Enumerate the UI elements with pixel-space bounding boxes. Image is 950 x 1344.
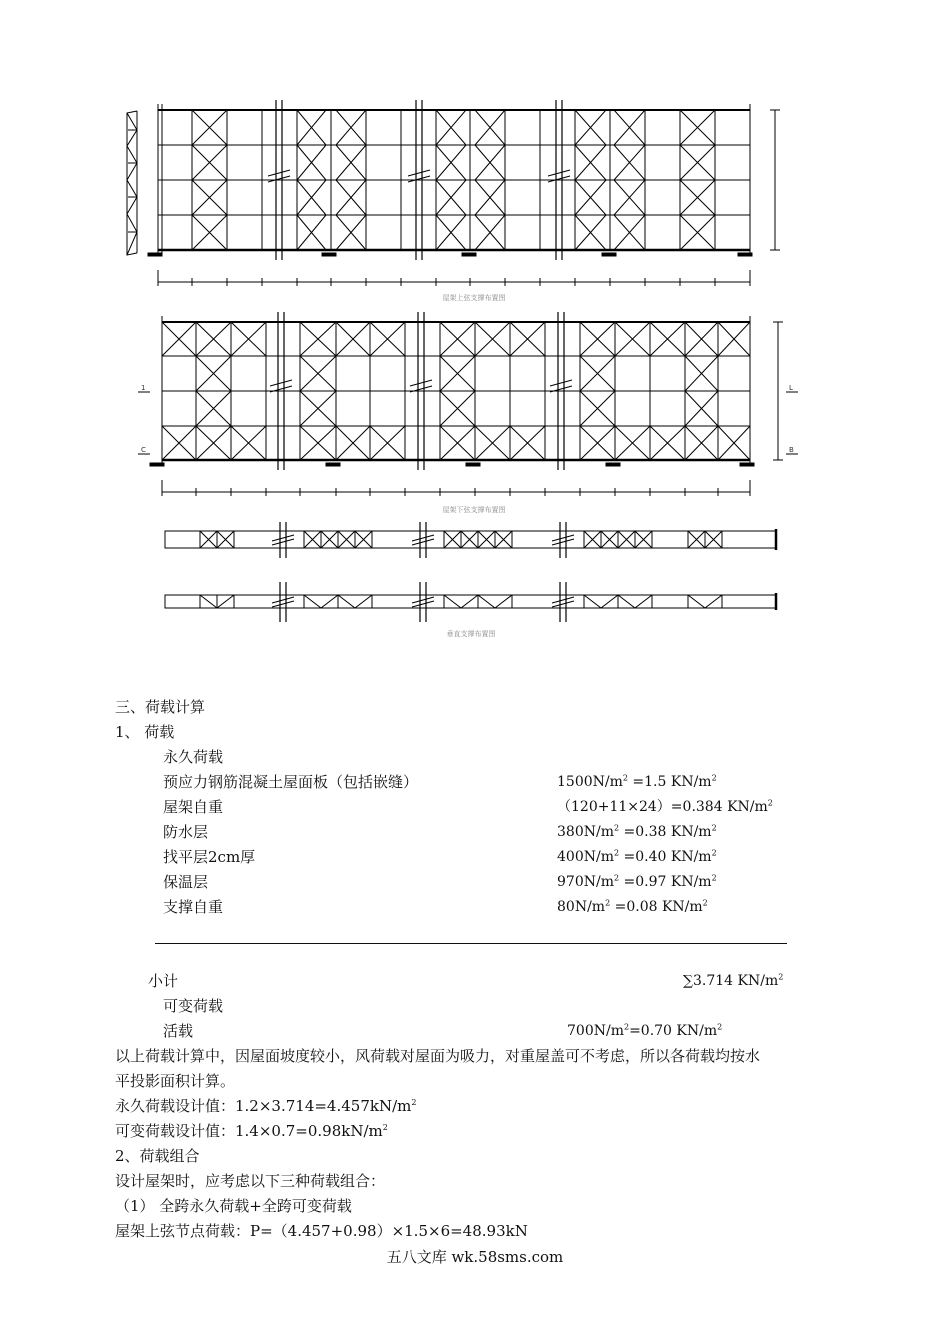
item-value-bracing: $80N/m^2 =0.08$ $KN/m^2$ xyxy=(557,898,708,915)
lower-chord-plan xyxy=(138,312,798,496)
permanent-load-title: 永久荷载 xyxy=(163,748,224,766)
upper-chord-caption: 屋架上弦支撑布置图 xyxy=(442,294,506,302)
axis-label-right-top: L xyxy=(789,384,793,392)
live-load-value: $700N/m^2=0.70$ $KN/m^2$ xyxy=(567,1022,723,1039)
variable-load-title: 可变荷载 xyxy=(163,997,224,1015)
axis-label-right-bottom: B xyxy=(789,446,794,454)
vertical-bracing-caption: 垂直支撑布置图 xyxy=(446,630,496,638)
axis-label-left-top: 1 xyxy=(141,384,146,392)
item-label-waterproof: 防水层 xyxy=(163,823,209,841)
item-label-leveling: 找平层2cm厚 xyxy=(163,848,256,866)
footer-watermark: 五八文库 wk.58sms.com xyxy=(386,1248,564,1266)
item-label-insulation: 保温层 xyxy=(163,873,209,891)
vertical-bracing-strip-2 xyxy=(165,582,776,622)
item-label-truss-weight: 屋架自重 xyxy=(163,798,224,816)
paragraph-line-1: 以上荷载计算中，因屋面坡度较小，风荷载对屋面为吸力，对重屋盖可不考虑，所以各荷载均按水 xyxy=(115,1047,761,1065)
item-value-leveling: $400N/m^2 =0.40$ $KN/m^2$ xyxy=(557,848,717,865)
axis-label-left-bottom: C xyxy=(141,446,146,454)
permanent-design-value: 永久荷载设计值：$1.2\times 3.714=4.457kN/m^2$ xyxy=(115,1097,417,1115)
combination-intro: 设计屋架时，应考虑以下三种荷载组合： xyxy=(115,1172,386,1190)
vertical-bracing-strip-1 xyxy=(165,522,776,558)
paragraph-line-2: 平投影面积计算。 xyxy=(115,1072,236,1090)
section-heading: 三、荷载计算 xyxy=(115,698,206,716)
bracing-drawings xyxy=(0,0,950,660)
lower-chord-caption: 屋架下弦支撑布置图 xyxy=(442,506,506,514)
node-load: 屋架上弦节点荷载：P=（4.457+0.98）×1.5×6=48.93kN xyxy=(115,1222,528,1240)
live-load-label: 活载 xyxy=(163,1022,194,1040)
combination-1: （1） 全跨永久荷载+全跨可变荷载 xyxy=(115,1197,352,1215)
upper-chord-plan xyxy=(127,100,780,286)
item-value-insulation: $970N/m^2 =0.97$ $KN/m^2$ xyxy=(557,873,717,890)
item-label-bracing: 支撑自重 xyxy=(163,898,224,916)
item-value-roof-panel: $1500N/m^2 =1.5$ $KN/m^2$ xyxy=(557,773,717,790)
subsection-combination: 2、荷载组合 xyxy=(115,1147,200,1165)
subtotal-value: ∑3.714 $KN/m^2$ xyxy=(683,972,784,989)
item-value-waterproof: $380N/m^2 =0.38$ $KN/m^2$ xyxy=(557,823,717,840)
subtotal-label: 小计 xyxy=(148,972,179,990)
variable-design-value: 可变荷载设计值：$1.4\times 0.7=0.98kN/m^2$ xyxy=(115,1122,388,1140)
subtotal-rule xyxy=(155,943,787,944)
item-label-roof-panel: 预应力钢筋混凝土屋面板（包括嵌缝） xyxy=(163,773,419,791)
item-value-truss-weight: （120+11×24）=0.384 $KN/m^2$ xyxy=(557,798,773,815)
subsection-loads: 1、 荷载 xyxy=(115,723,175,741)
